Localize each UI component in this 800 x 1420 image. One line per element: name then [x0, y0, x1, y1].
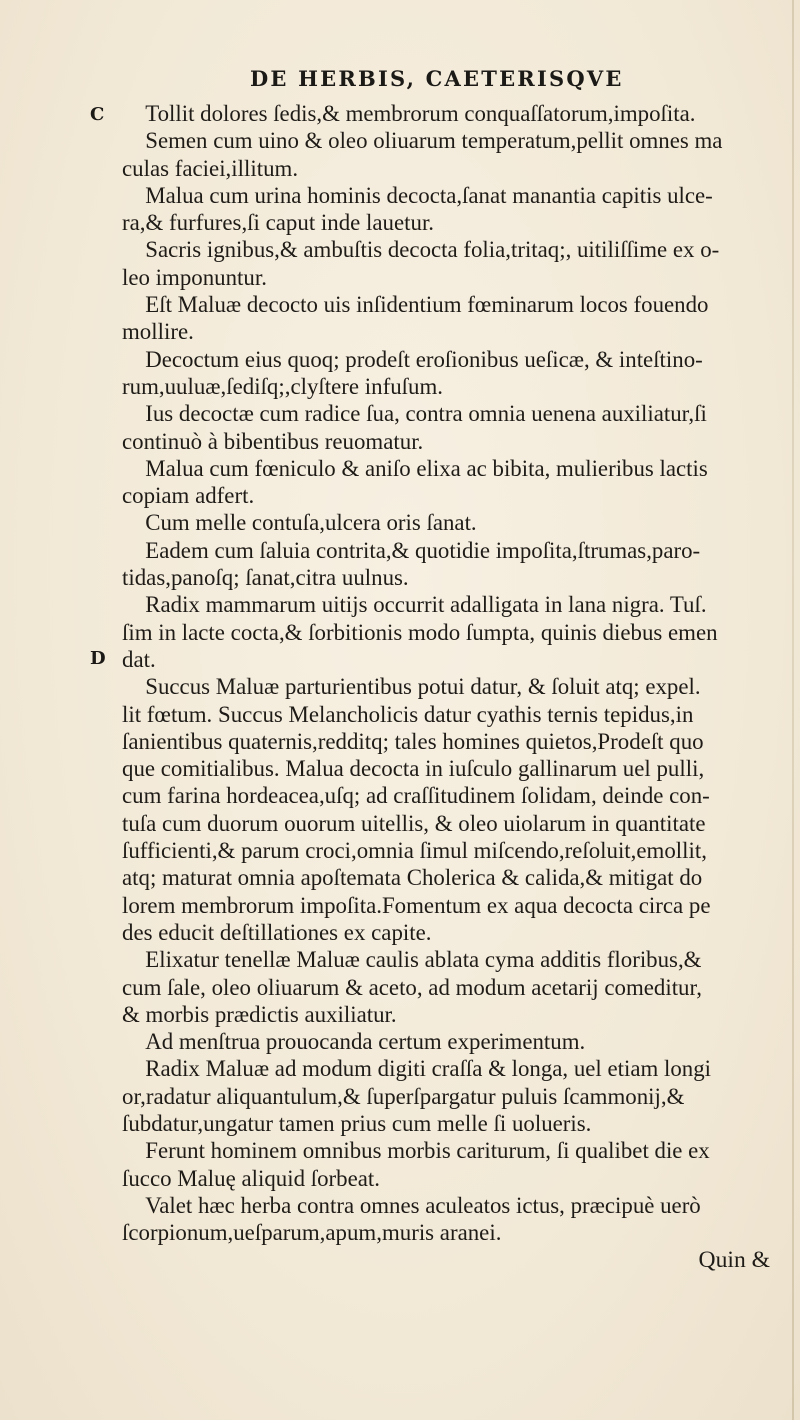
text-line: cum ſale, oleo oliuarum & aceto, ad modum acetarij comeditur, [122, 974, 702, 1001]
text-line: culas faciei,illitum. [122, 155, 299, 182]
text-line: lorem membrorum impoſita.Fomentum ex aqua decocta circa pe [122, 892, 711, 919]
text-line: tidas,panoſq; ſanat,citra uulnus. [122, 565, 409, 592]
text-line: Eadem cum ſaluia contrita,& quotidie impoſita,ſtrumas,paro- [145, 537, 701, 564]
text-line: Semen cum uino & oleo oliuarum temperatum,pellit omnes ma [145, 128, 723, 155]
margin-letter-d: D [90, 648, 106, 669]
catchword: Quin & [698, 1247, 770, 1274]
text-line: ſim in lacte cocta,& ſorbitionis modo ſumpta, quinis diebus emen [122, 619, 718, 646]
text-line: Radix Maluæ ad modum digiti craſſa & longa, uel etiam longi [145, 1056, 712, 1083]
text-line: leo imponuntur. [122, 264, 267, 291]
text-line: ſcorpionum,ueſparum,apum,muris aranei. [122, 1220, 502, 1247]
body-text [122, 101, 792, 1275]
text-line: Eſt Maluæ decocto uis inſidentium fœminarum locos fouendo [145, 292, 709, 319]
text-line: Ad menſtrua prouocanda certum experimentum. [145, 1029, 586, 1056]
text-line: lit fœtum. Succus Melancholicis datur cyathis ternis tepidus,in [122, 701, 694, 728]
text-line: Radix mammarum uitijs occurrit adalligata in lana nigra. Tuſ. [145, 592, 707, 619]
text-line: ſucco Maluę aliquid ſorbeat. [122, 1165, 381, 1192]
text-line: Malua cum urina hominis decocta,ſanat manantia capitis ulce- [145, 182, 713, 209]
text-line: cum farina hordeacea,uſq; ad craſſitudinem ſolidam, deinde con- [122, 783, 710, 810]
text-line: Ferunt hominem omnibus morbis cariturum, ſi qualibet die ex [145, 1138, 710, 1165]
text-line: continuò à bibentibus reuomatur. [122, 428, 424, 455]
text-line: Succus Maluæ parturientibus potui datur, & ſoluit atq; expel. [145, 674, 701, 701]
running-head: DE HERBIS, CAETERISQVE [250, 66, 624, 91]
text-line: or,radatur aliquantulum,& ſuperſpargatur puluis ſcammonij,& [122, 1083, 685, 1110]
text-line: ſufficienti,& parum croci,omnia ſimul miſcendo,reſoluit,emollit, [122, 838, 707, 865]
text-line: mollire. [122, 319, 194, 346]
text-line: Sacris ignibus,& ambuſtis decocta folia,tritaq;, uitiliſſime ex o- [145, 237, 720, 264]
text-line: copiam adfert. [122, 483, 255, 510]
text-line: ra,& furfures,ſi caput inde lauetur. [122, 210, 435, 237]
page-edge [792, 0, 794, 1420]
text-line: atq; maturat omnia apoſtemata Cholerica & calida,& mitigat do [122, 865, 703, 892]
text-line: Cum melle contuſa,ulcera oris ſanat. [145, 510, 477, 537]
text-line: Decoctum eius quoq; prodeſt eroſionibus ueſicæ, & inteſtino- [145, 346, 703, 373]
text-line: & morbis prædictis auxiliatur. [122, 1001, 397, 1028]
text-line: rum,uuluæ,ſediſq;,clyſtere infuſum. [122, 373, 443, 400]
text-line: Tollit dolores ſedis,& membrorum conquaſſatorum,impoſita. [145, 101, 696, 127]
text-line: ſubdatur,ungatur tamen prius cum melle ſi uolueris. [122, 1110, 592, 1137]
text-line: dat. [122, 646, 156, 673]
text-line: tuſa cum duorum ouorum uitellis, & oleo uiolarum in quantitate [122, 810, 706, 837]
text-line: Ius decoctæ cum radice ſua, contra omnia uenena auxiliatur,ſi [145, 401, 707, 428]
text-line: que comitialibus. Malua decocta in iuſculo gallinarum uel pulli, [122, 756, 705, 783]
text-line: Valet hæc herba contra omnes aculeatos ictus, præcipuè uerò [145, 1192, 701, 1219]
text-line: ſanientibus quaternis,redditq; tales homines quietos,Prodeſt quo [122, 728, 704, 755]
text-line: Malua cum fœniculo & aniſo elixa ac bibita, mulieribus lactis [145, 455, 708, 482]
text-line: Elixatur tenellæ Maluæ caulis ablata cyma additis floribus,& [145, 947, 702, 974]
margin-letter-c: C [90, 104, 105, 125]
text-line: des educit deſtillationes ex capite. [122, 919, 432, 946]
